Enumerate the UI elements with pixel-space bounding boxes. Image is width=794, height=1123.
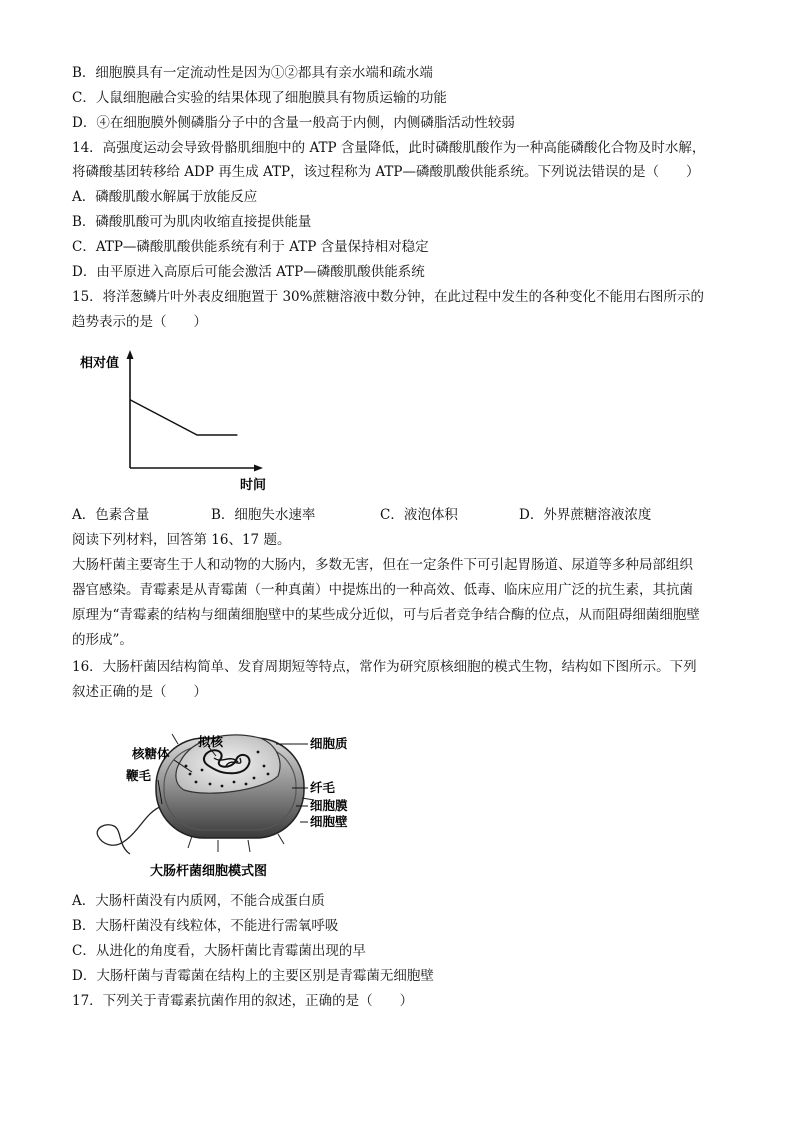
- q14-stem-line1: 14．高强度运动会导致骨骼肌细胞中的 ATP 含量降低，此时磷酸肌酸作为一种高能磷酸化合物及时水解，: [72, 140, 706, 156]
- q16-option-b: B．大肠杆菌没有线粒体，不能进行需氧呼吸: [72, 918, 339, 934]
- trend-line: [130, 400, 237, 435]
- label-nucleoid: 拟核: [198, 734, 224, 749]
- q13-option-c: C．人鼠细胞融合实验的结果体现了细胞膜具有物质运输的功能: [72, 90, 447, 106]
- q15-options: [72, 506, 722, 524]
- ecoli-cell-diagram: [88, 708, 388, 888]
- label-cytoplasm: 细胞质: [310, 736, 348, 751]
- q14-option-c: C．ATP—磷酸肌酸供能系统有利于 ATP 含量保持相对稳定: [72, 239, 429, 255]
- material-line2: 器官感染。青霉素是从青霉菌（一种真菌）中提炼出的一种高效、低毒、临床应用广泛的抗生素，其抗菌: [72, 582, 693, 598]
- q13-option-d: D．④在细胞膜外侧磷脂分子中的含量一般高于内侧，内侧磷脂活动性较弱: [72, 115, 515, 131]
- reading-instruction: 阅读下列材料，回答第 16、17 题。: [72, 532, 291, 548]
- q15-stem-line2: 趋势表示的是（ ）: [72, 314, 207, 330]
- q16-stem-line1: 16．大肠杆菌因结构简单、发育周期短等特点，常作为研究原核细胞的模式生物，结构如下图所示。下列: [72, 659, 697, 675]
- flagellum-shape: [97, 806, 162, 854]
- y-axis-arrow: [127, 350, 134, 359]
- q16-option-d: D．大肠杆菌与青霉菌在结构上的主要区别是青霉菌无细胞壁: [72, 968, 434, 984]
- q16-option-a: A．大肠杆菌没有内质网，不能合成蛋白质: [72, 893, 325, 909]
- q15-trend-chart: [72, 340, 282, 500]
- q15-option-d: D．外界蔗糖溶液浓度: [519, 507, 652, 523]
- q14-option-a: A．磷酸肌酸水解属于放能反应: [72, 189, 258, 205]
- q17-stem: 17．下列关于青霉素抗菌作用的叙述，正确的是（ ）: [72, 993, 414, 1009]
- label-pilus: 纤毛: [310, 780, 336, 795]
- q16-option-c: C．从进化的角度看，大肠杆菌比青霉菌出现的早: [72, 943, 366, 959]
- q15-stem-line1: 15．将洋葱鳞片叶外表皮细胞置于 30%蔗糖溶液中数分钟，在此过程中发生的各种变化不能用右图所示的: [72, 289, 704, 305]
- figure-caption: 大肠杆菌细胞模式图: [150, 864, 268, 879]
- q14-option-d: D．由平原进入高原后可能会激活 ATP—磷酸肌酸供能系统: [72, 264, 425, 280]
- q15-option-a: A．色素含量: [72, 507, 150, 523]
- material-line4: 的形成”。: [72, 632, 133, 648]
- q14-option-b: B．磷酸肌酸可为肌肉收缩直接提供能量: [72, 214, 312, 230]
- label-wall: 细胞壁: [310, 814, 348, 829]
- q16-stem-line2: 叙述正确的是（ ）: [72, 684, 207, 700]
- x-axis-label: 时间: [240, 478, 267, 493]
- q14-stem-line2: 将磷酸基团转移给 ADP 再生成 ATP，该过程称为 ATP—磷酸肌酸供能系统。下列说法错误的是（ ）: [72, 164, 700, 180]
- label-membrane: 细胞膜: [310, 798, 348, 813]
- material-line3: 原理为“青霉素的结构与细菌细胞壁中的某些成分近似，可与后者竞争结合酶的位点，从而阻碍细菌细胞壁: [72, 607, 700, 623]
- x-axis-arrow: [254, 465, 263, 472]
- q13-option-b: B．细胞膜具有一定流动性是因为①②都具有亲水端和疏水端: [72, 65, 433, 81]
- label-flagellum: 鞭毛: [126, 768, 152, 783]
- q15-option-b: B．细胞失水速率: [211, 507, 316, 523]
- material-line1: 大肠杆菌主要寄生于人和动物的大肠内，多数无害，但在一定条件下可引起胃肠道、尿道等多种局部组织: [72, 557, 693, 573]
- q15-option-c: C．液泡体积: [380, 507, 458, 523]
- y-axis-label: 相对值: [80, 356, 120, 371]
- label-ribosome: 核糖体: [132, 746, 170, 761]
